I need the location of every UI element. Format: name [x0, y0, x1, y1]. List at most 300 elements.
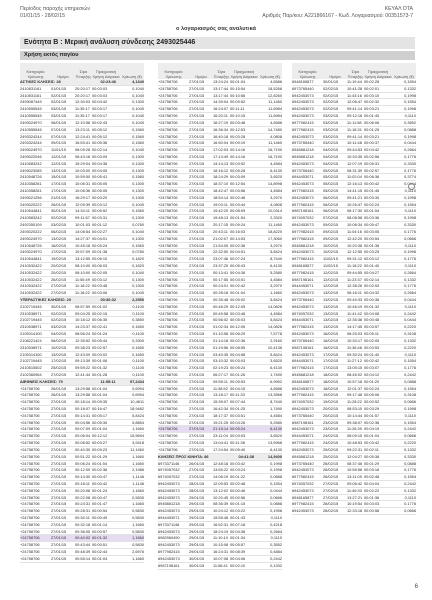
cell-c5: 0,0666	[404, 433, 416, 439]
call-row	[20, 229, 144, 236]
cell-c2: 27/01/15	[189, 276, 205, 282]
cell-c4: 00:14:53	[230, 235, 246, 241]
cell-c4: 00:06:35	[92, 317, 108, 323]
cell-c1: +24758706	[20, 501, 40, 507]
cell-c2: 05/02/15	[323, 174, 339, 180]
cell-c1: +24758706	[158, 399, 178, 405]
cell-c3: 12:06:47	[347, 99, 363, 105]
cell-c3: 18:37:10	[213, 181, 229, 187]
cell-c3: 09:17:48	[347, 392, 363, 398]
header-category: Κατηγορία Χρέωσης	[164, 69, 183, 79]
cell-c3: 08:08:58	[347, 215, 363, 221]
provider-name: ΚΕΥΑΛ ΟΤΑ	[384, 6, 413, 12]
cell-c5: 2,9160	[270, 337, 282, 343]
cell-c3: 00:17:55	[213, 276, 229, 282]
cell-c2: 27/01/15	[189, 174, 205, 180]
cell-c3: 23:11:04	[213, 433, 228, 439]
header-duration: Πραγματική Χρήση Διάρκεια	[364, 69, 392, 79]
call-row	[292, 331, 416, 338]
cell-c4: 00:16:47	[92, 406, 108, 411]
cell-c3: 00:18:11	[75, 480, 90, 486]
cell-c4: 00:02:48	[364, 474, 380, 480]
cell-c5: 0,4218	[270, 521, 282, 527]
cell-c3: 12:04:27	[347, 453, 363, 459]
cell-c2: 06/02/15	[51, 228, 67, 234]
cell-c5: 0,1300	[132, 160, 144, 166]
cell-c3: 00:20:06	[75, 487, 91, 493]
cell-c5: 0,1650	[132, 344, 144, 350]
cell-c4: 00:03:02	[92, 351, 108, 357]
cell-c3: 00:13:41	[213, 269, 229, 275]
cell-c4: 00:04:42	[364, 147, 380, 153]
cell-c3: 21:02:07	[213, 235, 229, 241]
cell-c4: 00:05:40	[230, 446, 246, 452]
call-row	[292, 399, 416, 406]
cell-c2: 05/02/15	[323, 181, 339, 187]
cell-c1: +24758706	[20, 474, 40, 480]
call-row	[158, 297, 282, 304]
cell-c3: 12:43:09	[75, 351, 91, 357]
cell-c1: 6942453073	[292, 194, 314, 200]
cell-c2: 27/01/15	[189, 412, 205, 418]
cell-c4: 00:01:54	[364, 208, 380, 214]
cell-c4: 00:02:11	[364, 446, 379, 452]
cell-c1: 2102360964	[20, 371, 42, 377]
cell-c2: 03/02/15	[323, 119, 339, 125]
cell-c1: +24758706	[158, 324, 178, 330]
call-row	[292, 447, 416, 454]
cell-c2: 19/02/15	[51, 256, 67, 262]
cell-c1: 6942453073	[158, 487, 180, 493]
cell-c2: 27/01/15	[51, 480, 67, 486]
cell-c2: 27/01/15	[189, 474, 205, 480]
cell-c4: 02:23:46	[100, 79, 117, 84]
cell-c2: 27/01/15	[51, 549, 67, 555]
cell-c4: 00:02:48	[230, 194, 246, 200]
cell-c3: 16:42:34	[213, 406, 229, 411]
cell-c3: 13:05:15	[347, 365, 363, 371]
cell-c1: +24758706	[20, 487, 40, 493]
call-row	[20, 283, 144, 290]
cell-c5: 15,5694	[129, 433, 144, 439]
call-row	[292, 317, 416, 324]
cell-c5: 0,1998	[270, 467, 282, 473]
cell-c5: 11,1460	[130, 446, 144, 452]
cell-c1: 6942453073	[292, 133, 314, 139]
cell-c1: +24758706	[20, 549, 40, 555]
cell-c1: 6944453071	[158, 515, 180, 520]
cell-c1: 6987198161	[158, 562, 180, 568]
cell-c1: 6942453073	[292, 426, 314, 432]
cell-c2: 28/02/15	[323, 508, 339, 514]
cell-c5: 0,1300	[132, 215, 144, 221]
cell-c5: 0,1560	[132, 126, 144, 132]
cell-c5: 0,0780	[132, 222, 144, 228]
cell-c4: 00:03:52	[230, 160, 246, 166]
cell-c2: 29/01/15	[189, 542, 205, 548]
cell-c1: ΑΣΤΙΚΕΣ ΚΛΗΣΕΙΣ: 28	[20, 79, 61, 84]
call-row	[158, 406, 282, 413]
cell-c1: 2310538971	[20, 310, 42, 316]
call-row	[292, 352, 416, 359]
cell-c1: 6945881218	[292, 153, 314, 159]
cell-c3: 12:01:37	[347, 385, 363, 391]
cell-c3: 00:14:31	[75, 412, 91, 418]
cell-c2: 15/01/15	[51, 174, 67, 180]
call-row	[158, 134, 282, 141]
cell-c1: +24758706	[20, 555, 40, 561]
call-row	[20, 474, 144, 481]
cell-c2: 13/01/15	[51, 167, 67, 173]
cell-c3: 20:20:17	[75, 92, 91, 98]
cell-c2: 29/01/15	[189, 515, 205, 520]
cell-c3: 11:23:37	[347, 276, 362, 282]
cell-c5: 0,1040	[132, 269, 144, 275]
cell-c5: 0,1554	[404, 385, 416, 391]
cell-c4: 00:05:12	[92, 126, 108, 132]
cell-c4: 00:01:26	[230, 371, 246, 377]
call-row	[158, 236, 282, 243]
cell-c1: 6945881218	[292, 371, 314, 377]
cell-c4: 00:12:05	[230, 303, 246, 309]
call-row	[292, 106, 416, 113]
cell-c2: 25/02/15	[323, 453, 339, 459]
call-row	[20, 420, 144, 427]
cell-c2: 27/01/15	[189, 147, 205, 153]
cell-c1: 6973765440	[292, 460, 314, 466]
call-row	[292, 345, 416, 352]
cell-c3: 18:24:19	[213, 528, 229, 534]
cell-c1: +24758706	[158, 262, 178, 268]
cell-c4: 00:07:44	[230, 399, 246, 405]
cell-c2: 27/01/15	[189, 215, 205, 221]
cell-c5: 0,0666	[404, 508, 416, 514]
cell-c2: 30/01/15	[323, 79, 339, 84]
cell-c5: 0,1998	[404, 133, 416, 139]
cell-c4: 04:41:38	[238, 453, 255, 459]
cell-c1: ΥΠΕΡΑΣΤΙΚΕΣ ΚΛΗΣΕΙΣ: 20	[20, 297, 71, 302]
cell-c1: +24758706	[158, 201, 178, 207]
cell-c3: 16:20:11	[213, 113, 228, 119]
cell-c1: 2493087449	[20, 99, 42, 105]
cell-c5: 13,3968	[267, 392, 282, 398]
call-row	[20, 515, 144, 522]
call-row	[158, 188, 282, 195]
cell-c4: 00:05:11	[364, 331, 379, 337]
cell-c1: 2410831161	[20, 85, 42, 91]
call-row	[158, 161, 282, 168]
call-row	[158, 140, 282, 147]
cell-c4: 00:07:18	[230, 521, 246, 527]
cell-c4: 00:10:56	[230, 92, 246, 98]
cell-c5: 4,0808	[270, 201, 282, 207]
cell-c3: 10:57:18	[347, 378, 363, 384]
cell-c4: 00:05:24	[230, 426, 246, 432]
cell-c4: 00:03:03	[230, 433, 246, 439]
cell-c1: 2410532422	[20, 262, 42, 268]
cell-c3: 00:30:11	[75, 515, 90, 520]
cell-c4: 00:00:49	[92, 515, 108, 520]
header-day: Ημέρα	[195, 73, 207, 79]
cell-c1: 6942453073	[158, 542, 180, 548]
cell-c1: +24758706	[158, 119, 178, 125]
cell-c5: 0,2664	[404, 290, 416, 296]
cell-c5: 17,3060	[267, 235, 282, 241]
call-row	[20, 399, 144, 406]
cell-c2: 27/01/15	[51, 555, 67, 561]
cell-c4: 00:04:06	[230, 555, 246, 561]
cell-c4: 00:03:56	[230, 188, 246, 193]
call-row	[20, 386, 144, 393]
call-row	[292, 454, 416, 461]
cell-c2: 20/02/15	[51, 262, 67, 268]
call-row	[20, 93, 144, 100]
call-row	[20, 488, 144, 495]
cell-c2: 27/01/15	[189, 256, 205, 262]
cell-c4: 00:02:43	[92, 119, 108, 125]
cell-c1: +24758706	[158, 215, 178, 221]
cell-c3: 18:16:12	[213, 167, 229, 173]
cell-c5: 0,5830	[132, 542, 144, 548]
call-row	[20, 113, 144, 120]
cell-c5: 0,0444	[404, 140, 416, 146]
cell-c3: 11:35:17	[75, 106, 90, 112]
call-row	[20, 358, 144, 365]
cell-c3: 13:24:24	[213, 79, 229, 84]
cell-c1: +24758706	[158, 222, 178, 228]
cell-c1: 6987198161	[292, 208, 314, 214]
cell-c4: 00:10:15	[230, 113, 246, 119]
cell-c2: 11/02/15	[323, 262, 338, 268]
cell-c1: 6944453071	[292, 433, 314, 439]
call-row	[158, 202, 282, 209]
call-row	[158, 277, 282, 284]
call-row	[158, 283, 282, 290]
cell-c5: 3,6520	[270, 174, 282, 180]
cell-c4: 00:03:30	[364, 194, 380, 200]
cell-c3: 00:46:29	[213, 303, 229, 309]
cell-c5: 0,2220	[404, 324, 416, 330]
call-row	[20, 413, 144, 420]
cell-c4: 00:01:40	[364, 113, 380, 119]
call-row	[292, 501, 416, 508]
call-row	[20, 208, 144, 215]
cell-c1: 6977982415	[158, 549, 180, 555]
cell-c2: 27/01/15	[189, 317, 205, 323]
cell-c5: 0,1554	[404, 474, 416, 480]
cell-c4: 00:01:04	[92, 392, 108, 398]
header-charge: Χρέωση (€)	[260, 73, 280, 79]
cell-c1: +24758706	[20, 542, 40, 548]
cell-c4: 00:04:15	[230, 385, 246, 391]
cell-c1: +24758706	[158, 181, 178, 187]
cell-c3: 00:40:30	[75, 446, 91, 452]
cell-c2: 06/02/15	[323, 201, 339, 207]
call-row	[292, 195, 416, 202]
cell-c2: 27/01/15	[189, 378, 205, 384]
cell-c2: 27/01/15	[51, 501, 67, 507]
column-header	[20, 63, 144, 79]
cell-c1: 6973765440	[292, 85, 314, 91]
cell-c2: 09/01/15	[51, 140, 67, 146]
cell-c3: 11:02:04	[347, 174, 362, 180]
cell-c3: 10:20:38	[347, 242, 363, 248]
cell-c4: 00:03:51	[230, 276, 246, 282]
cell-c4: 00:01:25	[364, 126, 380, 132]
cell-c2: 26/02/15	[323, 474, 339, 480]
call-row	[20, 86, 144, 93]
call-row	[20, 127, 144, 134]
cell-c3: 11:18:22	[75, 290, 90, 296]
cell-c3: 13:17:44	[213, 92, 229, 98]
cell-c5: 0,1040	[132, 85, 144, 91]
cell-c5: 0,1332	[404, 446, 416, 452]
cell-c5: 0,2442	[404, 480, 416, 486]
cell-c4: 00:05:44	[92, 337, 108, 343]
cell-c1: 6977982415	[292, 119, 314, 125]
cell-c1: 2310538971	[20, 324, 42, 330]
header-time: Ώρα Έναρξης	[347, 69, 364, 79]
cell-c5: 0,1776	[404, 256, 416, 262]
cell-c5: 0,3850	[132, 317, 144, 323]
cell-c5: 0,1332	[270, 562, 282, 568]
cell-c3: 13:27:21	[347, 494, 363, 500]
call-row	[20, 147, 144, 154]
cell-c2: 27/01/15	[189, 351, 205, 357]
call-row	[292, 113, 416, 120]
cell-c5: 16,7190	[267, 147, 282, 153]
cell-c3: 00:28:18	[213, 290, 229, 296]
cell-c2: 27/01/15	[189, 344, 205, 350]
cell-c3: 16:24:31	[213, 549, 229, 555]
cell-c1: 6948165877	[292, 262, 314, 268]
call-row	[158, 290, 282, 297]
cell-c4: 00:03:31	[92, 215, 108, 221]
cell-c3: 10:20:45	[213, 494, 229, 500]
cell-c2: 27/01/15	[189, 365, 205, 371]
cell-c5: 5,8424	[132, 412, 144, 418]
cell-c3: 00:49:58	[213, 310, 229, 316]
cell-c2: 10/02/15	[323, 249, 339, 255]
cell-c1: 6973765440	[292, 167, 314, 173]
call-row	[20, 338, 144, 345]
call-row	[20, 481, 144, 488]
cell-c1: 6977982415	[292, 324, 314, 330]
cell-c1: 2410515502	[20, 365, 42, 371]
call-table-column-3	[292, 63, 416, 515]
cell-c5: 5,8854	[132, 419, 144, 425]
cell-c1: +24758706	[158, 153, 178, 159]
cell-c5: 0,1554	[404, 79, 416, 84]
call-row	[292, 202, 416, 209]
cell-c2: 27/01/15	[189, 467, 205, 473]
cell-c1: +24758706	[158, 242, 178, 248]
cell-c1: 2493024970	[20, 119, 42, 125]
cell-c1: 2493324244	[20, 140, 42, 146]
cell-c5: 4,4584	[270, 310, 282, 316]
cell-c5: 0,1998	[404, 249, 416, 255]
cell-c4: 00:00:42	[92, 480, 108, 486]
call-row	[292, 406, 416, 413]
cell-c4: 00:05:31	[364, 160, 380, 166]
call-row	[292, 236, 416, 243]
cell-c3: 11:27:12	[347, 358, 362, 364]
cell-c4: 00:00:57	[92, 528, 108, 534]
cell-c1: 2492350109	[20, 222, 42, 228]
call-row	[158, 542, 282, 549]
call-row	[158, 399, 282, 406]
cell-c3: 10:07:08	[213, 555, 229, 561]
cell-c3: 12:35:36	[347, 317, 363, 323]
cell-c3: 09:44:55	[347, 269, 363, 275]
cell-c2: 29/01/15	[189, 508, 205, 514]
call-row	[292, 120, 416, 127]
call-row	[292, 324, 416, 331]
cell-c1: 2105314100	[20, 331, 42, 337]
cell-c4: 00:05:41	[92, 174, 108, 180]
cell-c5: 0,1110	[404, 113, 416, 119]
cell-c3: 19:42:20	[213, 208, 229, 214]
cell-c2: 24/02/15	[323, 440, 339, 446]
cell-c5: 0,1040	[132, 106, 144, 112]
cell-c4: 00:36:32	[100, 297, 117, 302]
cell-c1: 6942453073	[292, 351, 314, 357]
call-row	[20, 202, 144, 209]
cell-c2: 27/01/15	[189, 99, 205, 105]
call-row	[158, 154, 282, 161]
cell-c4: 00:02:05	[92, 269, 108, 275]
cell-c3: 10:57:09	[75, 249, 91, 255]
call-row	[20, 365, 144, 372]
cell-c3: 09:55:11	[213, 378, 228, 384]
cell-c2: 13/02/15	[323, 310, 339, 316]
cell-c1: 6944453071	[292, 358, 314, 364]
cell-c4: 00:02:05	[364, 337, 380, 343]
call-row	[158, 461, 282, 468]
cell-c1: +24758706	[158, 140, 178, 146]
call-row	[20, 508, 144, 515]
column-header	[158, 63, 282, 79]
cell-c4: 00:03:42	[230, 460, 246, 466]
cell-c4: 00:05:17	[92, 412, 108, 418]
cell-c4: 00:01:25	[230, 406, 246, 411]
category-subtotal-row	[20, 297, 144, 304]
call-row	[292, 256, 416, 263]
cell-c5: 0,1554	[404, 99, 416, 105]
cell-c4: 00:03:07	[364, 365, 380, 371]
cell-c5: 0,3330	[404, 453, 416, 459]
cell-c5: 0,0888	[404, 126, 416, 132]
cell-c3: 11:49:33	[347, 487, 362, 493]
cell-c3: 01:10:58	[213, 331, 229, 337]
cell-c1: +24758706	[158, 208, 178, 214]
cell-c1: +24758706	[158, 385, 178, 391]
cell-c5: 2,6976	[132, 549, 144, 555]
cell-c4: 00:03:42	[364, 440, 380, 446]
call-row	[20, 243, 144, 250]
cell-c2: 05/02/15	[323, 188, 339, 193]
cell-c1: +24758706	[158, 337, 178, 343]
cell-c2: 27/01/15	[189, 440, 205, 446]
cell-c3: 23:07:46	[213, 256, 229, 262]
cell-c1: +24758706	[20, 433, 40, 439]
cell-c2: 24/02/15	[323, 433, 339, 439]
cell-c3: 18:54:14	[213, 194, 229, 200]
cell-c2: 20/02/15	[51, 269, 67, 275]
cell-c3: 00:04:56	[75, 419, 91, 425]
cell-c2: 27/01/15	[189, 126, 205, 132]
cell-c3: 09:41:14	[347, 133, 363, 139]
